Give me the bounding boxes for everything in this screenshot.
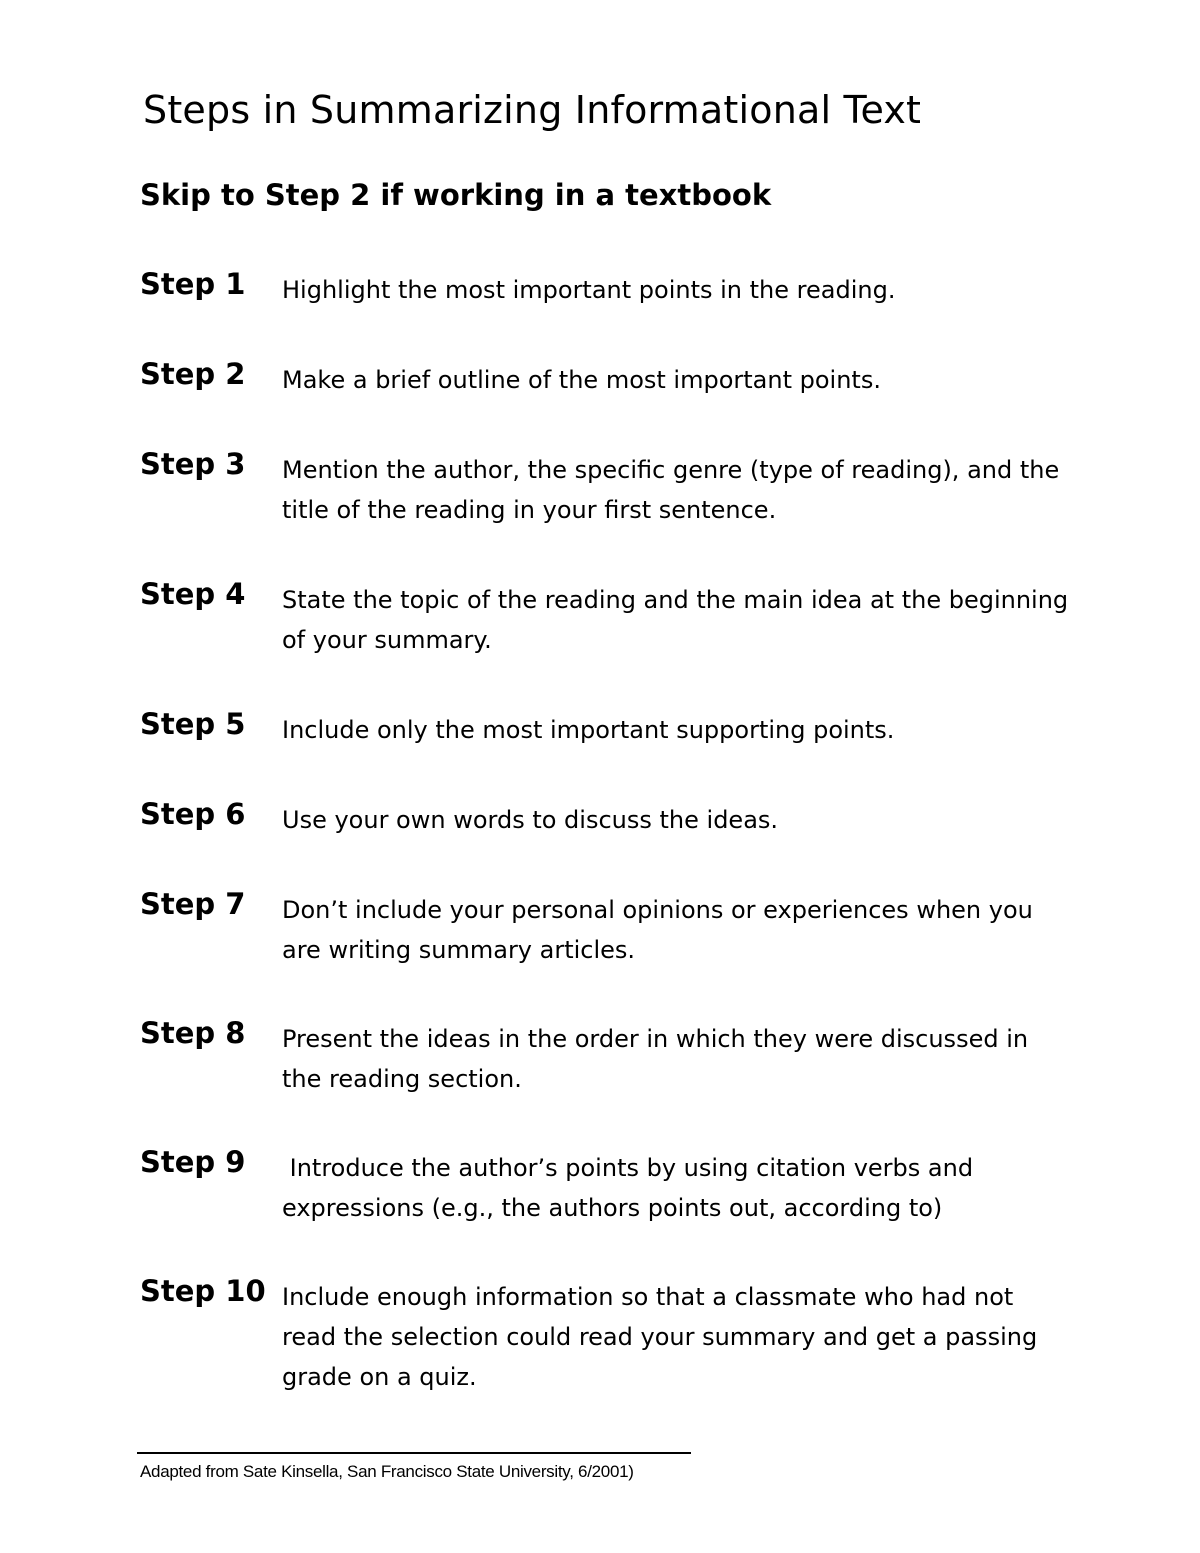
step-text: Include only the most important supporting points. bbox=[282, 716, 895, 744]
footer-divider bbox=[137, 1452, 691, 1454]
step-text: Present the ideas in the order in which they were discussed in the reading section. bbox=[282, 1025, 1029, 1093]
step-label: Step 3 bbox=[140, 447, 246, 481]
page-title: Steps in Summarizing Informational Text bbox=[143, 88, 922, 132]
step-text: Make a brief outline of the most important points. bbox=[282, 366, 881, 394]
step-label: Step 9 bbox=[140, 1145, 246, 1179]
step-label: Step 10 bbox=[140, 1274, 266, 1308]
step-text: Include enough information so that a classmate who had not read the selection could read your summary and get a passing grade on a quiz. bbox=[282, 1283, 1038, 1391]
step-text: Highlight the most important points in the reading. bbox=[282, 276, 896, 304]
step-text: State the topic of the reading and the main idea at the beginning of your summary. bbox=[282, 586, 1069, 654]
step-label: Step 6 bbox=[140, 797, 246, 831]
step-text: Use your own words to discuss the ideas. bbox=[282, 806, 779, 834]
step-label: Step 7 bbox=[140, 887, 246, 921]
step-label: Step 4 bbox=[140, 577, 246, 611]
footer-citation: Adapted from Sate Kinsella, San Francisco State University, 6/2001) bbox=[140, 1462, 634, 1481]
step-text: Don’t include your personal opinions or experiences when you are writing summary articles. bbox=[282, 896, 1033, 964]
step-label: Step 2 bbox=[140, 357, 246, 391]
step-label: Step 1 bbox=[140, 267, 246, 301]
step-text: Introduce the author’s points by using citation verbs and expressions (e.g., the authors points out, according to) bbox=[282, 1154, 981, 1222]
subtitle: Skip to Step 2 if working in a textbook bbox=[140, 178, 772, 212]
step-text: Mention the author, the specific genre (type of reading), and the title of the reading in your first sentence. bbox=[282, 456, 1060, 524]
step-label: Step 5 bbox=[140, 707, 246, 741]
step-label: Step 8 bbox=[140, 1016, 246, 1050]
